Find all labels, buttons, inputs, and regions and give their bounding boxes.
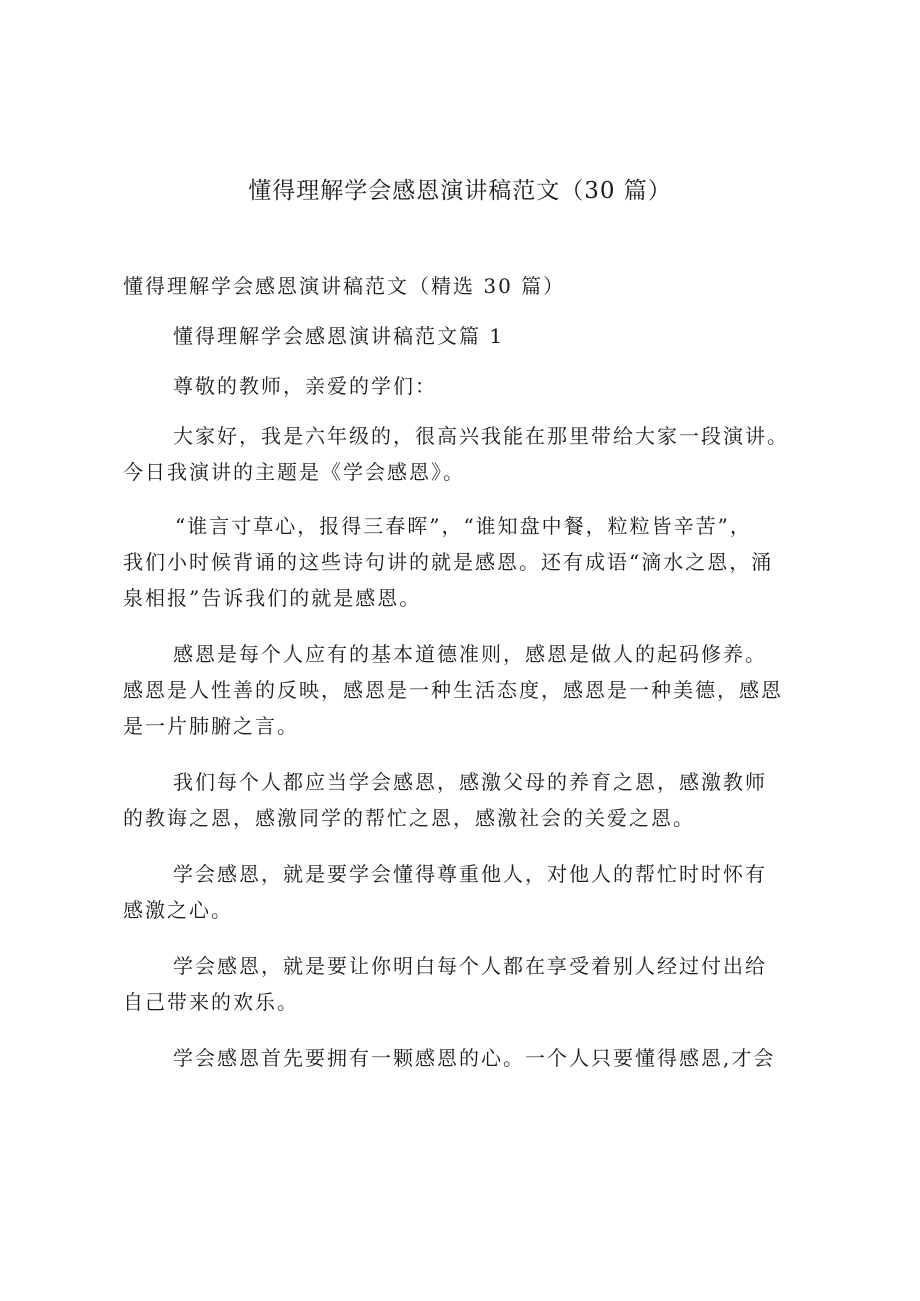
paragraph-line: 学会感恩，就是要让你明白每个人都在享受着别人经过付出给 [173,954,767,978]
paragraph-line: 自己带来的欢乐。 [123,990,299,1014]
paragraph-line: 的教诲之恩，感激同学的帮忙之恩，感激社会的关爱之恩。 [123,806,695,830]
paragraph [123,508,823,616]
paragraph [123,418,823,490]
paragraph-line: 泉相报”告诉我们的就是感恩。 [123,586,422,610]
paragraph [123,856,823,928]
document-subtitle: 懂得理解学会感恩演讲稿范文（精选 30 篇） [123,274,566,298]
paragraph-line: 大家好，我是六年级的，很高兴我能在那里带给大家一段演讲。 [173,424,789,448]
paragraph-line: “谁言寸草心，报得三春晖”，“谁知盘中餐，粒粒皆辛苦”， [175,514,752,538]
paragraph [123,636,823,744]
paragraph-line: 是一片肺腑之言。 [123,714,299,738]
document-title: 懂得理解学会感恩演讲稿范文（30 篇） [248,178,672,204]
paragraph-line: 感激之心。 [123,898,233,922]
paragraph [123,764,823,836]
paragraph-line: 学会感恩首先要拥有一颗感恩的心。一个人只要懂得感恩,才会 [173,1046,776,1070]
paragraph [123,1040,823,1076]
paragraph-line: 感恩是人性善的反映，感恩是一种生活态度，感恩是一种美德，感恩 [123,678,783,702]
paragraph-line: 我们每个人都应当学会感恩，感激父母的养育之恩，感激教师 [173,770,767,794]
section-heading: 懂得理解学会感恩演讲稿范文篇 1 [173,324,505,348]
paragraph-line: 今日我演讲的主题是《学会感恩》。 [123,460,465,484]
paragraph [123,948,823,1020]
document-body [123,268,823,1076]
paragraph-line: 感恩是每个人应有的基本道德准则，感恩是做人的起码修养。 [173,642,767,666]
salutation: 尊敬的教师，亲爱的学们： [173,374,437,398]
paragraph-line: 学会感恩，就是要学会懂得尊重他人，对他人的帮忙时时怀有 [173,862,767,886]
paragraph-line: 我们小时候背诵的这些诗句讲的就是感恩。还有成语“滴水之恩，涌 [123,550,774,574]
